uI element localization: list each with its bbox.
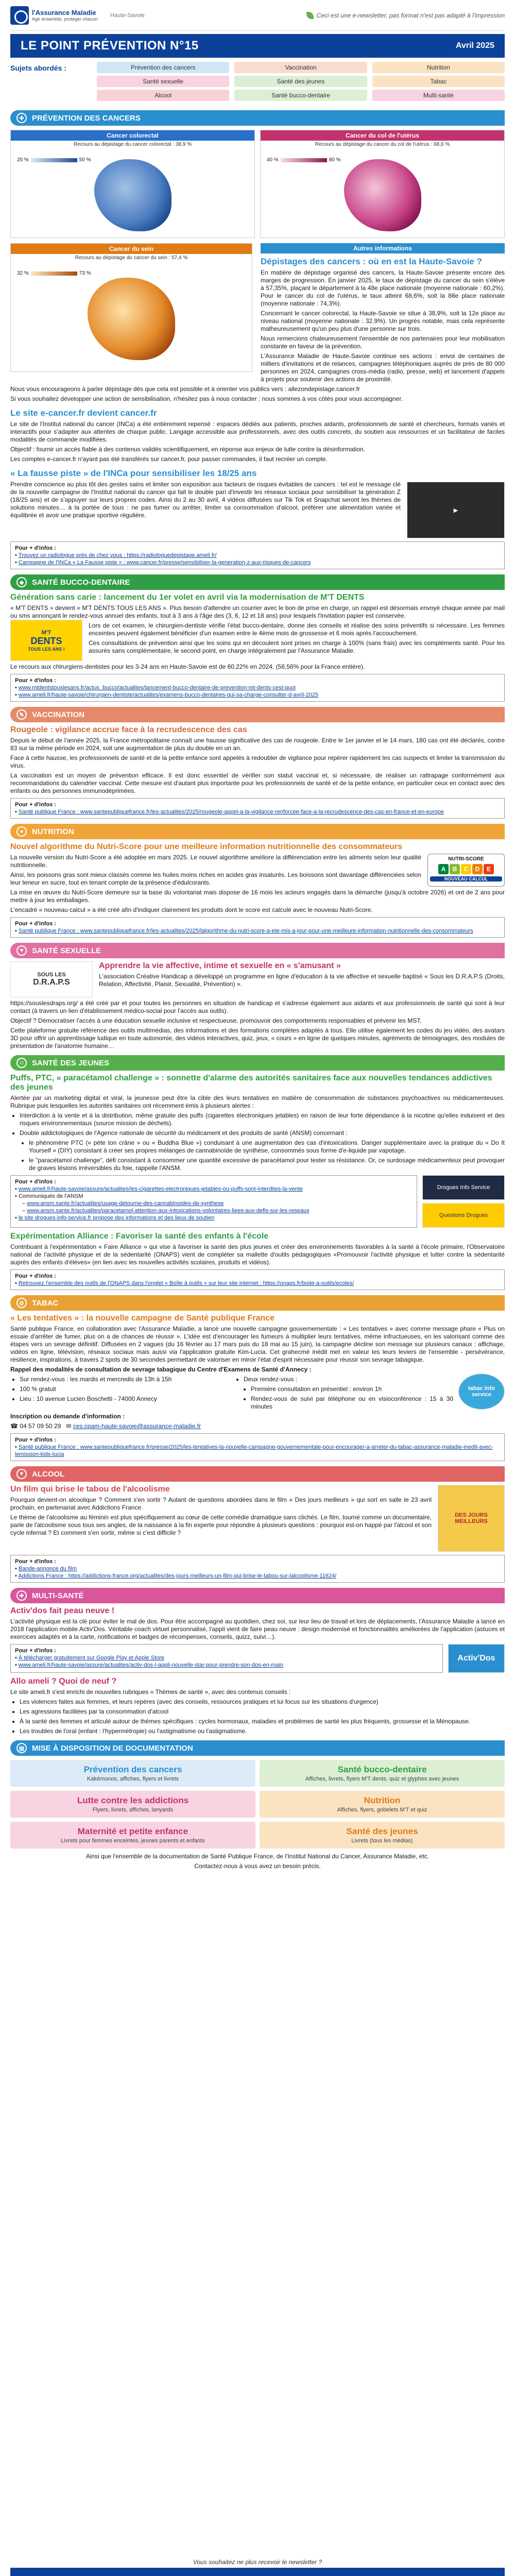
france-map-colorectal xyxy=(94,159,171,231)
sexuelle-p3: Objectif ? Démocratiser l'accès à une éducation sexuelle inclusive et respectueuse, promouvoir des comportements responsables et prévenir les MST. xyxy=(10,1017,422,1024)
pour-title: Pour + d'infos : xyxy=(15,921,56,927)
section-multi xyxy=(10,1588,505,1603)
doc-card-title: Prévention des cancers xyxy=(83,1765,182,1774)
tabac-consult-row xyxy=(10,1374,505,1411)
mail-icon: ✉ xyxy=(66,1422,72,1430)
subject-chip[interactable]: Vaccination xyxy=(234,62,367,73)
map-uterus-body xyxy=(261,153,504,238)
alcool-pour-infos: Pour + d'infos : • Bande-annonce du film • Addictions France : https://addictions-france.org/actualites/des-jours-meilleurs-un-film-qui-brise-le-tabou-sur-lalcoolisme-11624/ xyxy=(10,1555,505,1583)
map-colorectal-body xyxy=(11,153,254,238)
jeunes-logos xyxy=(422,1175,505,1228)
alcool-p1: Pourquoi devient-on alcoolique ? Comment s'en sortir ? Autant de questions abordées dans le film « Des jours meilleurs » qui sort en salle le 23 avril prochain, en partenariat avec Addictions France. xyxy=(10,1496,432,1511)
tabac-c5: • Première consultation en présentiel : environ 1h xyxy=(251,1385,453,1393)
jeunes-pour-infos: Pour + d'infos : • www.ameli.fr/haute-savoie/assure/actualites/les-cigarettes-electroniques-jetables-ou-puffs-sont-interdites-la-vente • Communiqués de l'ANSM – www.ansm.sante.fr/actualites/usage-detourne-des-cannabinoides-de-synthese – www.ansm.sante.fr/actualites/paracetamol-attention-aux-intoxications-volontaires-liees-aux-defis-sur-les-reseaux • le site drogues-info-service.fr propose des informations et des lieux de soutien xyxy=(10,1175,417,1228)
nutriscore-letters xyxy=(430,864,502,874)
jeunes-b2: • Double addictologiques de l'Agence nationale de sécurité du médicament et des produits de santé (ANSM) concernant : xyxy=(20,1129,505,1137)
bucco-p2: Lors de cet examen, le chirurgien-dentiste vérifie l'état bucco-dentaire, donne des conseils et réalise des soins préventifs si nécessaire. Les femmes enceintes peuvent également bénéficier d'un examen entre le 4ème mois de grossesse et 6 mois après l'accouchement. xyxy=(89,622,505,637)
pour-title: Pour + d'infos : xyxy=(15,1437,56,1443)
ameli-b4: • Les troubles de l'oral (enfant : l'hypermétropie) ou l'astigmatisme ou l'astigmatisme. xyxy=(20,1727,505,1735)
map-uterus-caption: Recours au dépistage du cancer du col de l'utérus : 68,6 % xyxy=(315,142,450,147)
sexuelle-row xyxy=(10,961,505,997)
spf-tentatives-link[interactable]: Santé publique France : www.santepubliquefrance.fr/presse/2025/les-tentatives-la-nouvelle-campagne-gouvernementale-pour-encourager-a-arreter-du-tabac-assurance-maladie-inedit-avec-lemission-kids-lucia xyxy=(15,1444,493,1458)
section-jeunes xyxy=(10,1055,505,1071)
footer xyxy=(10,2568,505,2576)
tabac-contact xyxy=(10,1422,505,1430)
scale-min: 40 % xyxy=(267,157,279,163)
nutrition-title: Nouvel algorithme du Nutri-Score pour une meilleure information nutritionnelle des consommateurs xyxy=(10,842,402,851)
vaccination-p3: La vaccination est un moyen de prévention efficace. Il est donc essentiel de vérifier son statut vaccinal et, si nécessaire, de réaliser un rattrapage conformément aux recommandations du calendrier vaccinal. Cette mesure est d'autant plus importante pour les professionnels de santé et de la petite enfance, en particulier ceux en contact avec des enfants ou des personnes immunodéprimées. xyxy=(10,772,505,794)
sexuelle-p1: L'association Créative Handicap a développé un programme en ligne d'éducation à la vie affective et sexuelle baptisé « Sous les D.R.A.P.S (Droits, Relation, Affectivité, Plaisir, Sexualité, Prévention) ». xyxy=(99,973,505,988)
tooth-icon: ◆ xyxy=(16,577,27,587)
nutrition-row xyxy=(10,852,505,887)
depistage-p6: Si vous souhaitez développer une action de sensibilisation, n'hésitez pas à nous contacter : nous sommes à vos côtés pour vous accompagner. xyxy=(10,395,403,402)
no-smoking-icon: ⊘ xyxy=(16,1298,27,1308)
ecancer-title: Le site e-cancer.fr devient cancer.fr xyxy=(10,408,157,418)
nutrition-p4: L'encadré « nouveau calcul » a été créé afin d'indiquer clairement les produits dont le score est calculé avec le nouveau Nutri-Score. xyxy=(10,906,373,913)
doc-card[interactable] xyxy=(10,1822,255,1849)
doc-card-subtitle: Affiches, flyers, gobelets M'T et quiz xyxy=(337,1807,427,1813)
doc-card-title: Santé bucco-dentaire xyxy=(337,1765,427,1774)
newsletter-date: Avril 2025 xyxy=(455,41,494,50)
vaccination-pour-infos: Pour + d'infos : • Santé publique France : www.santepubliquefrance.fr/les-actualites/2025/rougeole-appel-a-la-vigilance-renforcee-face-a-la-recrudescence-des-cas-en-france-et-en-europe xyxy=(10,798,505,819)
nutriscore-badge xyxy=(427,854,505,887)
assurance-maladie-logo xyxy=(10,4,98,27)
doc-card[interactable] xyxy=(260,1760,505,1787)
section-tabac-title: TABAC xyxy=(32,1298,59,1308)
nutriscore-title: NUTRI-SCORE xyxy=(448,856,484,862)
tabac-c3: • Lieu : 10 avenue Lucien Boschetti - 74000 Annecy xyxy=(20,1395,229,1403)
logo-line-b: D.R.A.P.S xyxy=(33,978,70,987)
doc-card[interactable] xyxy=(260,1791,505,1818)
map-breast xyxy=(10,243,252,372)
jeunes-bullets xyxy=(20,1112,505,1172)
ansm-label: Communiqués de l'ANSM xyxy=(18,1193,83,1199)
map-colorectal-caption: Recours au dépistage du cancer colorectal : 38,9 % xyxy=(73,142,192,147)
store-link[interactable]: À télécharger gratuitement sur Google Play et Apple Store xyxy=(18,1655,165,1661)
vaccination-title: Rougeole : vigilance accrue face à la recrudescence des cas xyxy=(10,725,247,734)
section-nutrition xyxy=(10,824,505,839)
logo-name: l'Assurance Maladie xyxy=(32,8,96,16)
doc-card-title: Maternité et petite enfance xyxy=(77,1826,188,1836)
apple-icon: ● xyxy=(16,826,27,837)
sexuelle-title: Apprendre la vie affective, intime et sexuelle en « s'amusant » xyxy=(99,961,341,970)
nutriscore-letter: E xyxy=(484,864,494,874)
vaccination-p1: Depuis le début de l'année 2025, la France métropolitaine connaît une hausse significative des cas de rougeole. Entre le 1er janvier et le 14 mars, 180 cas ont été déclarés, contre 83 sur la même période en 2024, soit une augmentation de plus du double en un an. xyxy=(10,737,505,752)
nutriscore-letter: A xyxy=(438,864,449,874)
alliance-p1: Contribuant à l'expérimentation « Faire Alliance » qui vise à favoriser la santé des plus jeunes et créer des environnements favorables à la santé à l'école primaire, l'Observatoire national de l'activité physique et de la sédentarité (ONAPS) vient de compléter sa mallette d'outils pédagogiques «Promouvoir l'activité physique et lutter contre la sédentarité auprès des enfants d'élèves» (en lien avec les nouvelles activités scolaires, produits et vidéos). xyxy=(10,1243,505,1266)
tabac-tel[interactable]: 04 57 09 50 29 xyxy=(20,1422,61,1430)
activdos-row xyxy=(10,1641,505,1673)
section-multi-title: MULTI-SANTÉ xyxy=(32,1591,84,1600)
ansm-link-2[interactable]: www.ansm.sante.fr/actualites/paracetamol-attention-aux-intoxications-volontaires-liees-aux-defis-sur-les-reseaux xyxy=(27,1208,310,1214)
section-sexuelle xyxy=(10,943,505,958)
subject-chip[interactable]: Tabac xyxy=(372,76,505,87)
nutriscore-letter: D xyxy=(472,864,483,874)
nutrition-p3: La mise en œuvre du Nutri-Score demeure sur la base du volontariat mais dispose de 16 mois les acteurs engagés dans la démarche (jusqu'à octobre 2026) et ont de 2 ans pour mettre à jour les emballages. xyxy=(10,889,505,904)
docs-grid xyxy=(10,1760,505,1849)
jeunes-p1: Alertée par un marketing digital et viral, la jeunesse peut être la cible des leurs tentatives en matière de consommation de substances psychoactives ou médicamenteuses. Rubrique puis lesquelles les autorités sanitaires ont récemment émis à plusieurs alertes : xyxy=(10,1094,505,1109)
doc-card-title: Nutrition xyxy=(364,1795,401,1805)
sexuelle-p4: Cette plateforme gratuite référence des outils multimédias, des informations et des formations complètes adaptés à tous. Elle utilise également les codes du jeu vidéo, des avatars 3D pour offrir un apprentissage ludique en toute autonomie, des vidéos interactives, quiz, jeux, « cours » en ligne de quelques minutes, agréments de témoignages, des modules de présentation de l'anatomie humaine… xyxy=(10,1027,505,1049)
jeunes-b4: • le "paracétamol challenge", défi consistant à consommer une quantité excessive de paracétamol pour tester sa résistance. Or, ce surdosage médicamenteux peut provoquer de graves lésions irréversibles du foie, rappelle l'ANSM. xyxy=(29,1157,505,1172)
france-map-breast xyxy=(88,278,175,360)
scale-min: 32 % xyxy=(17,270,29,276)
phone-icon: ☎ xyxy=(10,1422,18,1430)
inca-campaign-link[interactable]: Campagne de l'INCa « La Fausse piste » : www.cancer.fr/presse/sensibiliser-la-generation-z-aux-risques-de-cancers xyxy=(18,560,311,566)
map-breast-body xyxy=(11,266,252,371)
fausse-piste-p1: Prendre conscience au plus tôt des gestes sains et limiter son exposition aux facteurs de risques évitables de cancers : tel est le message clé de la nouvelle campagne de l'Institut national du cancer qui fait le double pari d'investir les réseaux sociaux pour sensibiliser la génération Z (18/25 ans) et de s'appuyer sur leurs propres codes. Ainsi du 2 au 30 avril, 4 vidéos diffusées sur Tik Tok et Snapchat seront les thèmes de solutions minutes… à la portée de tous : ne pas fumer ou arrêter, limiter sa consommation d'alcool, préférer une alimentation variée et équilibrée et avoir une pratique sportive régulière. xyxy=(10,481,401,519)
ameli-title: Allo ameli ? Quoi de neuf ? xyxy=(10,1677,117,1686)
map-uterus xyxy=(260,130,505,238)
cross-icon: ✚ xyxy=(16,1590,27,1601)
nutrition-p1: La nouvelle version du Nutri-Score a été adoptée en mars 2025. Le nouvel algorithme améliore la différenciation entre les aliments selon leur qualité nutritionnelle. xyxy=(10,854,421,869)
activdos-p1: L'activité physique est la clé pour éviter le mal de dos. Pour être accompagné au quotidien, chez soi, sur leur lieu de travail et lors de déplacements, l'Assurance Maladie a lancé en 2018 l'application mobile Activ'Dos. Véritable coach virtuel personnalisé, l'appli vient de faire peau neuve : design modernisé et fonctionnalités améliorées de l'application (astuces et exercices adaptés et à la carte, notifications et badges de récompenses, conseils, quizz, suivi…). xyxy=(10,1618,505,1640)
subject-chip[interactable]: Santé bucco-dentaire xyxy=(234,90,367,101)
subject-chip[interactable]: Alcool xyxy=(97,90,229,101)
logo-line-a: SOUS LES xyxy=(37,972,66,978)
section-sexuelle-title: SANTÉ SEXUELLE xyxy=(32,946,101,955)
vaccination-p2: Face à cette hausse, les professionnels de santé et de la petite enfance sont appelés à redoubler de vigilance pour repérer rapidement les cas suspects et limiter la transmission du virus. xyxy=(10,754,505,769)
alcool-row xyxy=(10,1485,505,1552)
heart-icon: ♥ xyxy=(16,945,27,956)
badge-line2: DENTS xyxy=(30,635,62,646)
doc-card-subtitle: Livrets pour femmes enceintes, jeunes parents et enfants xyxy=(61,1838,205,1844)
doc-card-subtitle: Kakémonos, affiches, flyers et livrets xyxy=(87,1776,179,1782)
tabac-c1: • Sur rendez-vous : les mardis et mercredis de 13h à 15h xyxy=(20,1376,229,1383)
mtdents-badge xyxy=(10,620,82,661)
badge-line3: TOUS LES ANS ! xyxy=(28,646,65,652)
nutrition-p2: Ainsi, les poissons gras sont mieux classés comme les huiles moins riches en acides gras insaturés. Les boissons sont davantage différenciées selon leur teneur en sucre, tout en tenant compte de la présence d'édulcorants. xyxy=(10,871,421,886)
docs-outro-1: Ainsi que l'ensemble de la documentation de Santé Publique France, de l'Institut National du Cancer, Assurance Maladie, etc. xyxy=(85,1853,430,1860)
depistage-p2: Concernant le cancer colorectal, la Haute-Savoie se situe à 38,9%, soit la 12e place au niveau national (moyenne nationale : 32,9%). Un progrès notable, mais cela représente malheureusement qu'un peu plus d'une personne sur trois. xyxy=(261,310,505,332)
badge-line1: M'T xyxy=(41,629,52,636)
scale-max: 73 % xyxy=(79,270,91,276)
section-nutrition-title: NUTRITION xyxy=(32,827,74,836)
logo-mark-icon xyxy=(10,6,29,25)
depistage-title: Dépistages des cancers : où en est la Haute-Savoie ? xyxy=(261,257,482,266)
scale-max: 50 % xyxy=(79,157,91,163)
ameli-b2: • Les agressions facilitées par la consommation d'alcool xyxy=(20,1708,505,1716)
cancers-pour-infos: Pour + d'infos : • Trouvez un radiologue près de chez vous : https://radiologuedepistage.ameli.fr/ • Campagne de l'INCa « La Fausse piste » : www.cancer.fr/presse/sensibiliser-la-generation-z-aux-risques-de-cancers xyxy=(10,541,505,569)
doc-card-subtitle: Flyers, livrets, affiches, lanyards xyxy=(92,1807,174,1813)
france-map-uterus xyxy=(344,159,421,231)
jeunes-title: Puffs, PTC, « paracétamol challenge » : sonnette d'alarme des autorités sanitaires face aux nouvelles tendances addictives des jeunes xyxy=(10,1074,492,1092)
section-alcool xyxy=(10,1466,505,1482)
activdos-logo xyxy=(448,1644,505,1673)
fausse-piste-title: « La fausse piste » de l'INCa pour sensibiliser les 18/25 ans xyxy=(10,468,257,478)
ecancer-p2: Objectif : fournir un accès fiable à des contenus validés scientifiquement, en réponse aux enjeux de lutte contre la désinformation. xyxy=(10,446,366,453)
section-vaccination xyxy=(10,707,505,722)
pour-title: Pour + d'infos : xyxy=(15,545,56,551)
syringe-icon: ✎ xyxy=(16,709,27,720)
ansm-link-1[interactable]: www.ansm.sante.fr/actualites/usage-detourne-des-cannabinoides-de-synthese xyxy=(27,1200,224,1207)
tabac-p1: Santé publique France, en collaboration avec l'Assurance Maladie, a lancé une nouvelle campagne gouvernementale : « Les tentatives » avec comme message phare « Plus on essaie d'arrêter de fumer, plus on a de chances de réussir ». L'idée est d'encourager les fumeurs à multiplier leurs tentatives, même infructueuses, en les valorisant comme des étapes vers un sevrage définitif. Diffusées en 2 vagues (du 16 février au 17 mars puis du 18 mai au 15 juin), la campagne décline son message sur plusieurs canaux : affichage, vidéos en ligne, télévision, réseaux sociaux mais aussi via l'application gratuite Kim-Lucia. Cet grahecmé inédit met en valeur les leurs leviers de l'ensemble - persévérance, résilience, inspirations, à travers 2 spots de 30 secondes permettant de valoriser en miroir l'état d'esprit nécessaire pour réussir son sevrage tabagique. xyxy=(10,1325,505,1363)
app-name-b: Dos xyxy=(479,1654,495,1663)
pour-title: Pour + d'infos : xyxy=(15,1648,56,1654)
bucco-p1: « M'T DENTS » devient « M'T DENTS TOUS LES ANS ». Plus besoin d'attendre un courrier avec le bon de prise en charge, un rappel est désormais envoyé chaque année par mail ou sms annonçant le rendez-vous annuel des enfants, tout à 3 ans à l'âge des (3, 6, 12 et 18 ans) pour lesquels l'invitation papier est conservée. xyxy=(10,604,505,619)
masthead xyxy=(10,0,505,31)
bucco-p3: Ces consultations de prévention ainsi que les soins qui en découlent sont prises en charge à 100% (sans frais) avec les compléments santé. Pour les assurés sans complémentaire, le second point, en charge intégralement par l'Assurance Maladie. xyxy=(89,639,505,654)
section-alcool-title: ALCOOL xyxy=(32,1469,65,1479)
addictions-france-link[interactable]: Addictions France : https://addictions-france.org/actualites/des-jours-meilleurs-un-film-qui-brise-le-tabou-sur-lalcoolisme-11624/ xyxy=(18,1573,337,1579)
fausse-piste-row xyxy=(10,479,505,538)
section-tabac xyxy=(10,1295,505,1311)
pour-title: Pour + d'infos : xyxy=(15,677,56,684)
cancers-columns xyxy=(10,243,505,383)
spf-nutriscore-link[interactable]: Santé publique France : www.santepubliquefrance.fr/les-actualites/2025/lalgorithme-du-nutri-score-a-ete-mis-a-jour-pour-une-meilleure-information-nutritionnelle-des-consommateurs xyxy=(18,928,473,934)
alcool-p2: Le thème de l'alcoolisme au féminin est plus spécifiquement au cœur de cette comédie dramatique sans clichés. Le film, tourné comme un documentaire, parle de l'alcoolisme sous tous ses angles, de la naissance à la fin experte pour répondre à plusieurs questions : pourquoi est-on happé par l'alcool et son cycle infernal ? Et comment s'en sortir, même si c'est difficile ? xyxy=(10,1514,432,1536)
nutriscore-sub: NOUVEAU CALCUL xyxy=(430,876,502,882)
depistage-p5: Nous vous encourageons à parler dépistage dès que cela est possible et à orienter vos publics vers : allezondepistage.cancer.fr xyxy=(10,385,360,393)
tabac-c2: • 100 % gratuit xyxy=(20,1385,229,1393)
region-tag: Haute-Savoie xyxy=(110,12,145,19)
doc-card[interactable] xyxy=(10,1760,255,1787)
spf-rougeole-link[interactable]: Santé publique France : www.santepubliquefrance.fr/les-actualites/2025/rougeole-appel-a-la-vigilance-renforcee-face-a-la-recrudescence-des-cas-en-france-et-en-europe xyxy=(18,809,444,815)
map-colorectal-head: Cancer colorectal xyxy=(11,130,254,141)
onaps-link[interactable]: Retrouvez l'ensemble des outils de l'ONAPS dans l'onglet « Boîte à outils » sur leur site internet : https://onaps.fr/boite-a-outils/ecoles/ xyxy=(18,1280,354,1286)
tabac-info-service-logo: tabac info service xyxy=(458,1374,505,1410)
map-breast-caption: Recours au dépistage du cancer du sein : 57,4 % xyxy=(75,255,188,261)
doc-card-title: Santé des jeunes xyxy=(346,1826,418,1836)
sexuelle-p2: https://souslesdraps.org/ a été créé par et pour toutes les personnes en situation de handicap et s'adresse également aux aidants et aux professionnels de santé qui sont à leur contact (à travers un lien d'établissement médico-social pour l'accès aux outils). xyxy=(10,999,505,1014)
subjects-grid xyxy=(97,62,505,101)
ameli-bullets xyxy=(20,1698,505,1735)
pour-title: Pour + d'infos : xyxy=(15,802,56,808)
bucco-row xyxy=(10,620,505,661)
subjects-label: Sujets abordés : xyxy=(10,64,66,72)
alliance-pour-infos: Pour + d'infos : • Retrouvez l'ensemble des outils de l'ONAPS dans l'onglet « Boîte à outils » sur leur site internet : https://onaps.fr/boite-a-outils/ecoles/ xyxy=(10,1269,505,1290)
section-docs-title: MISE À DISPOSITION DE DOCUMENTATION xyxy=(32,1743,193,1753)
leaf-icon xyxy=(306,12,314,19)
activdos-pour-infos: Pour + d'infos : • À télécharger gratuitement sur Google Play et Apple Store • www.ameli.fr/haute-savoie/assure/actualites/activ-dos-l-appli-nouvelle-star-pour-prendre-son-dos-en-main xyxy=(10,1644,443,1673)
pour-title: Pour + d'infos : xyxy=(15,1273,56,1279)
ameli-p1: Le site ameli.fr s'est enrichi de nouvelles rubriques « Thèmes de santé », avec des contenus conseils : xyxy=(10,1688,291,1696)
doc-card[interactable] xyxy=(260,1822,505,1849)
jeunes-b3: • le phénomène PTC (« pète ton crâne » ou « Buddha Blue ») conduisant à une augmentation des cas d'intoxications. Danger supplémentaire avec la pratique du « Do It Yourself » (DIY) consistant à créer ses propres mélanges de cannabinoïde de synthèse, consommés sous forme d'e-liquide par vapotage. xyxy=(29,1139,505,1155)
tabac-consult-list-a xyxy=(20,1374,229,1411)
drogues-info-service-logo: Drogues Info Service xyxy=(422,1175,505,1200)
tabac-inscr: Inscription ou demande d'information : xyxy=(10,1413,125,1420)
subject-chip[interactable]: Santé sexuelle xyxy=(97,76,229,87)
nutriscore-letter: C xyxy=(461,864,471,874)
title-bar xyxy=(10,34,505,58)
jeunes-b1: • Interdiction à la vente et à la distribution, même gratuite des puffs (cigarettes électroniques jetables) en raison de leur forte dépendance à la nicotine qu'elles induisent et des risques environnementaux (source mission de déchets). xyxy=(20,1112,505,1127)
map-uterus-head: Cancer du col de l'utérus xyxy=(261,130,504,141)
ameli-dentiste-link[interactable]: www.ameli.fr/haute-savoie/chirurgien-dentiste/actualites/examens-bucco-dentaires-qui-sa-charge-consulter-d-avril-2025 xyxy=(18,692,318,698)
souslesdraps-logo xyxy=(10,961,93,997)
bucco-pour-infos: Pour + d'infos : • www.mtdentstouslesans.fr/actus_bucco/actualites/lancement-bucco-dentaire-de-prevention-mt-dents-cest-quoi • www.ameli.fr/haute-savoie/chirurgien-dentiste/actualites/examens-bucco-dentaires-qui-sa-charge-consulter-d-avril-2025 xyxy=(10,674,505,702)
newsletter-title: LE POINT PRÉVENTION N°15 xyxy=(21,39,199,53)
app-name-a: Activ' xyxy=(457,1654,480,1663)
unsubscribe-text[interactable]: Vous souhaitez ne plus recevoir le newsletter ? xyxy=(193,2558,322,2566)
subject-chip[interactable]: Prévention des cancers xyxy=(97,62,229,73)
tabac-consult-list-b xyxy=(244,1374,453,1411)
map-colorectal xyxy=(10,130,255,238)
tabac-c6: • Rendez-vous de suivi par téléphone ou en visioconférence : 15 à 30 minutes xyxy=(251,1395,453,1411)
autres-info-col xyxy=(261,243,505,383)
glass-icon: ▼ xyxy=(16,1469,27,1479)
drogues-info-link[interactable]: le site drogues-info-service.fr propose des informations et des lieux de soutien xyxy=(18,1215,215,1221)
autres-info-head: Autres informations xyxy=(261,243,505,253)
bucco-p4: Le recours aux chirurgiens-dentistes pour les 3-24 ans en Haute-Savoie est de 60,22% en 2024. (56,56% pour la France entière). xyxy=(10,663,365,670)
tabac-c4: • Deux rendez-vous : xyxy=(244,1376,453,1383)
subjects xyxy=(10,58,505,105)
alcool-title: Un film qui brise le tabou de l'alcoolisme xyxy=(10,1485,170,1494)
depistage-p3: Nous remercions chaleureusement l'ensemble de nos partenaires pour leur mobilisation constante en faveur de la prévention. xyxy=(261,335,505,350)
tabac-pour-infos: Pour + d'infos : • Santé publique France : www.santepubliquefrance.fr/presse/2025/les-tentatives-la-nouvelle-campagne-gouvernementale-pour-encourager-a-arreter-du-tabac-assurance-maladie-inedit-avec-lemission-kids-lucia xyxy=(10,1433,505,1461)
pour-title: Pour + d'infos : xyxy=(15,1558,56,1565)
docs-outro-2: Contactez-nous à vous avez un besoin précis. xyxy=(194,1862,321,1870)
section-bucco xyxy=(10,574,505,590)
maps-row xyxy=(10,130,505,238)
section-docs xyxy=(10,1740,505,1756)
depistage-p4: L'Assurance Maladie de Haute-Savoie continue ses actions : envoi de centaines de milliers d'invitations et de relances, campagnes téléphoniques auprès de près de 80 000 personnes en 2024, campagnes cross-média (radio, presse, web) et lancement d'appels à projets pour soutenir des actions de proximité. xyxy=(261,352,505,383)
scale-min: 20 % xyxy=(17,157,29,163)
ecancer-p3: Les comptes e-cancer.fr n'ayant pas été transférés sur cancer.fr, pour passer commandes, il faut recréer un compte. xyxy=(10,455,328,463)
nutrition-pour-infos: Pour + d'infos : • Santé publique France : www.santepubliquefrance.fr/les-actualites/2025/lalgorithme-du-nutri-score-a-ete-mis-a-jour-pour-une-meilleure-information-nutritionnelle-des-consommateurs xyxy=(10,917,505,938)
trailer-link[interactable]: Bande-annonce du film xyxy=(18,1566,77,1572)
jeunes-pour-row xyxy=(10,1172,505,1228)
subject-chip[interactable]: Nutrition xyxy=(372,62,505,73)
section-bucco-title: SANTÉ BUCCO-DENTAIRE xyxy=(32,578,130,587)
doc-card[interactable] xyxy=(10,1791,255,1818)
activdos-title: Activ'dos fait peau neuve ! xyxy=(10,1606,115,1615)
section-cancers-title: PRÉVENTION DES CANCERS xyxy=(32,113,141,123)
ameli-b3: • À la santé des femmes et articulé autour de thèmes spécifiques : cycles hormonaux, maladies et problèmes de santé les plus fréquents, grossesse et la Ménopause. xyxy=(20,1718,505,1725)
radiologue-link[interactable]: Trouvez un radiologue près de chez vous : https://radiologuedepistage.ameli.fr/ xyxy=(18,552,217,558)
ameli-b1: • Les violences faites aux femmes, et leurs repères (avec des conseils, ressources pratiques et lui focus sur les situations d'urgence) xyxy=(20,1698,505,1706)
tabac-mail[interactable]: ces.cpam-haute-savoie@assurance-maladie.fr xyxy=(73,1422,201,1430)
tabac-title: « Les tentatives » : la nouvelle campagne de Santé publique France xyxy=(10,1314,275,1323)
pour-title: Pour + d'infos : xyxy=(15,1179,56,1185)
alliance-title: Expérimentation Alliance : Favoriser la santé des enfants à l'école xyxy=(10,1232,269,1241)
activdos-link[interactable]: www.ameli.fr/haute-savoie/assure/actualites/activ-dos-l-appli-nouvelle-star-pour-prendre-son-dos-en-main xyxy=(18,1662,284,1668)
section-jeunes-title: SANTÉ DES JEUNES xyxy=(32,1058,110,1067)
section-cancers xyxy=(10,110,505,126)
subject-chip[interactable]: Multi-santé xyxy=(372,90,505,101)
nutriscore-letter: B xyxy=(450,864,460,874)
ribbon-icon: ✚ xyxy=(16,113,27,123)
print-note xyxy=(306,12,505,19)
doc-card-subtitle: Affiches, livrets, flyers M'T dents, quiz et glyphes avec jeunes xyxy=(305,1776,459,1782)
ameli-puffs-link[interactable]: www.ameli.fr/haute-savoie/assure/actualites/les-cigarettes-electroniques-jetables-ou-puffs-sont-interdites-la-vente xyxy=(18,1186,303,1192)
subject-chip[interactable]: Santé des jeunes xyxy=(234,76,367,87)
questions-drogues-logo: Questions Drogues xyxy=(422,1203,505,1228)
tabac-p2: Rappel des modalités de consultation de sevrage tabagique du Centre d'Examens de Santé d'Annecy : xyxy=(10,1366,312,1373)
mtdents-link[interactable]: www.mtdentstouslesans.fr/actus_bucco/actualites/lancement-bucco-dentaire-de-prevention-mt-dents-cest-quoi xyxy=(18,685,296,691)
ecancer-p1: Le site de l'Institut national du cancer (INCa) a été entièrement repensé : espaces dédiés aux patients, proches aidants, professionnels de santé et chercheurs, formats variés et interactifs pour s'adapter aux attentes de chaque public. Langage accessible aux professionnels, avec des outils concrets, du soutien aux ressources et un facilitateur de faciles modalités de commande modifiées. xyxy=(10,420,505,443)
document-icon: ▤ xyxy=(16,1743,27,1753)
doc-card-title: Lutte contre les addictions xyxy=(77,1795,189,1805)
depistage-p1: En matière de dépistage organisé des cancers, la Haute-Savoie présente encore des marges de progression. En janvier 2025, le taux de dépistage du cancer du sein s'élève à 57,35%, plaçant le département à la 48e place nationale (moyenne nationale : 60,2%). Pour le cancer du col de l'utérus, le taux atteint 68,6%, soit la 88e place nationale (moyenne nationale : 74,3%). xyxy=(261,269,505,307)
section-vaccination-title: VACCINATION xyxy=(32,710,84,719)
scale-max: 80 % xyxy=(329,157,341,163)
doc-card-subtitle: Livrets (tous les médias) xyxy=(351,1838,413,1844)
people-icon: ☺ xyxy=(16,1058,27,1068)
fausse-piste-video-thumb[interactable]: ▶ xyxy=(407,482,505,538)
logo-sub: Agir ensemble, protéger chacun xyxy=(32,16,98,22)
map-breast-head: Cancer du sein xyxy=(11,244,252,254)
print-note-text: Ceci est une e-newsletter, pas format n'est pas adapté à l'impression xyxy=(316,11,505,19)
bucco-title: Génération sans carie : lancement du 1er volet en avril via la modernisation de M'T DENTS xyxy=(10,593,365,602)
film-poster: DES JOURS MEILLEURS xyxy=(438,1485,505,1552)
